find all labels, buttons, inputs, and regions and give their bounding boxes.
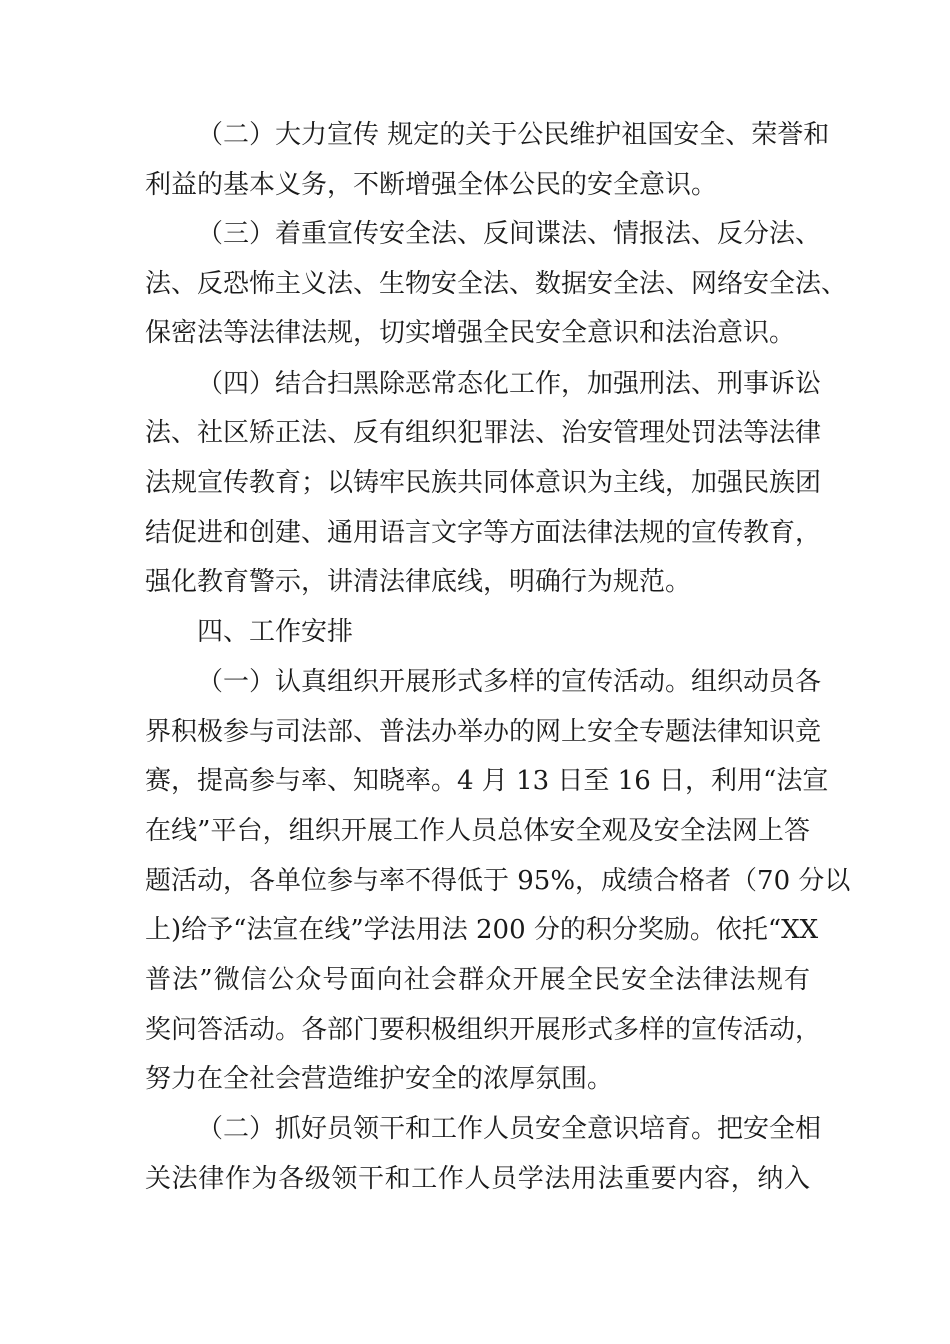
text-line: 保密法等法律法规，切实增强全民安全意识和法治意识。 <box>145 318 796 348</box>
text-line: 法规宣传教育；以铸牢民族共同体意识为主线，加强民族团 <box>145 468 822 498</box>
text-line: （二）大力宣传 规定的关于公民维护祖国安全、荣誉和 <box>197 120 830 150</box>
text-line: 法、反恐怖主义法、生物安全法、数据安全法、网络安全法、 <box>145 269 848 299</box>
text-line: （一）认真组织开展形式多样的宣传活动。组织动员各 <box>197 667 822 697</box>
text-line: 界积极参与司法部、普法办举办的网上安全专题法律知识竞 <box>145 717 822 747</box>
text-line: 题活动，各单位参与率不得低于 95%，成绩合格者（70 分以 <box>145 866 851 896</box>
text-line: 普法”微信公众号面向社会群众开展全民安全法律法规有 <box>145 965 810 995</box>
text-line: 在线”平台，组织开展工作人员总体安全观及安全法网上答 <box>145 816 810 846</box>
text-line: 奖问答活动。各部门要积极组织开展形式多样的宣传活动， <box>145 1015 822 1045</box>
text-line: （二）抓好员领干和工作人员安全意识培育。把安全相 <box>197 1114 822 1144</box>
text-line: 关法律作为各级领干和工作人员学法用法重要内容，纳入 <box>145 1164 810 1194</box>
text-line: 利益的基本义务，不断增强全体公民的安全意识。 <box>145 170 718 200</box>
text-line: （四）结合扫黑除恶常态化工作，加强刑法、刑事诉讼 <box>197 369 822 399</box>
text-line: 结促进和创建、通用语言文字等方面法律法规的宣传教育， <box>145 518 822 548</box>
text-line: 上)给予“法宣在线”学法用法 200 分的积分奖励。依托“XX <box>145 915 819 945</box>
text-line: 法、社区矫正法、反有组织犯罪法、治安管理处罚法等法律 <box>145 418 822 448</box>
text-line: 赛，提高参与率、知晓率。4 月 13 日至 16 日，利用“法宣 <box>145 766 829 796</box>
text-line: 努力在全社会营造维护安全的浓厚氛围。 <box>145 1064 614 1094</box>
text-line: （三）着重宣传安全法、反间谍法、情报法、反分法、 <box>197 219 822 249</box>
section-heading: 四、工作安排 <box>197 617 354 647</box>
text-line: 强化教育警示，讲清法律底线，明确行为规范。 <box>145 567 692 597</box>
